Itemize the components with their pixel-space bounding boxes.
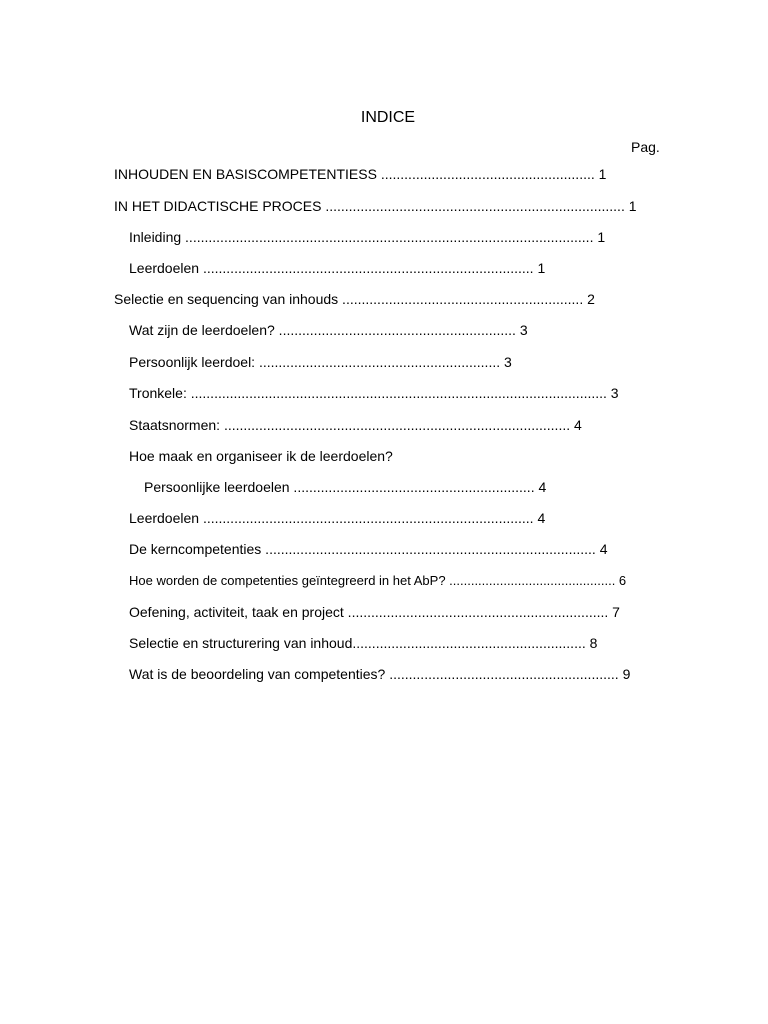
toc-entry[interactable]: Selectie en sequencing van inhouds .............................................................. 2 [114,291,595,307]
page-column-header: Pag. [631,139,660,155]
toc-entry[interactable]: IN HET DIDACTISCHE PROCES ............................................................................. 1 [114,198,637,214]
toc-entry[interactable]: Persoonlijke leerdoelen .............................................................. 4 [144,479,547,495]
toc-entry[interactable]: Tronkele: ........................................................................................................... 3 [129,385,619,401]
toc-entry[interactable]: Hoe worden de competenties geïntegreerd in het AbP? .............................................. 6 [129,573,627,588]
toc-entry[interactable]: Staatsnormen: ......................................................................................... 4 [129,417,582,433]
toc-entry[interactable]: Persoonlijk leerdoel: .............................................................. 3 [129,354,512,370]
toc-entry[interactable]: De kerncompetenties ..................................................................................... 4 [129,541,608,557]
toc-entry[interactable]: Hoe maak en organiseer ik de leerdoelen? [129,448,393,464]
toc-entry[interactable]: Inleiding ......................................................................................................... 1 [129,229,606,245]
toc-entry[interactable]: Oefening, activiteit, taak en project ................................................................... 7 [129,604,620,620]
toc-entry[interactable]: Wat zijn de leerdoelen? ............................................................. 3 [129,322,528,338]
page-title: INDICE [360,109,416,126]
toc-entry[interactable]: Leerdoelen ..................................................................................... 4 [129,510,546,526]
toc-entry[interactable]: Leerdoelen ..................................................................................... 1 [129,260,546,276]
toc-entry[interactable]: Selectie en structurering van inhoud............................................................ 8 [129,635,598,651]
toc-entry[interactable]: Wat is de beoordeling van competenties? ........................................................... 9 [129,666,631,682]
toc-entry[interactable]: INHOUDEN EN BASISCOMPETENTIESS ....................................................... 1 [114,166,607,182]
